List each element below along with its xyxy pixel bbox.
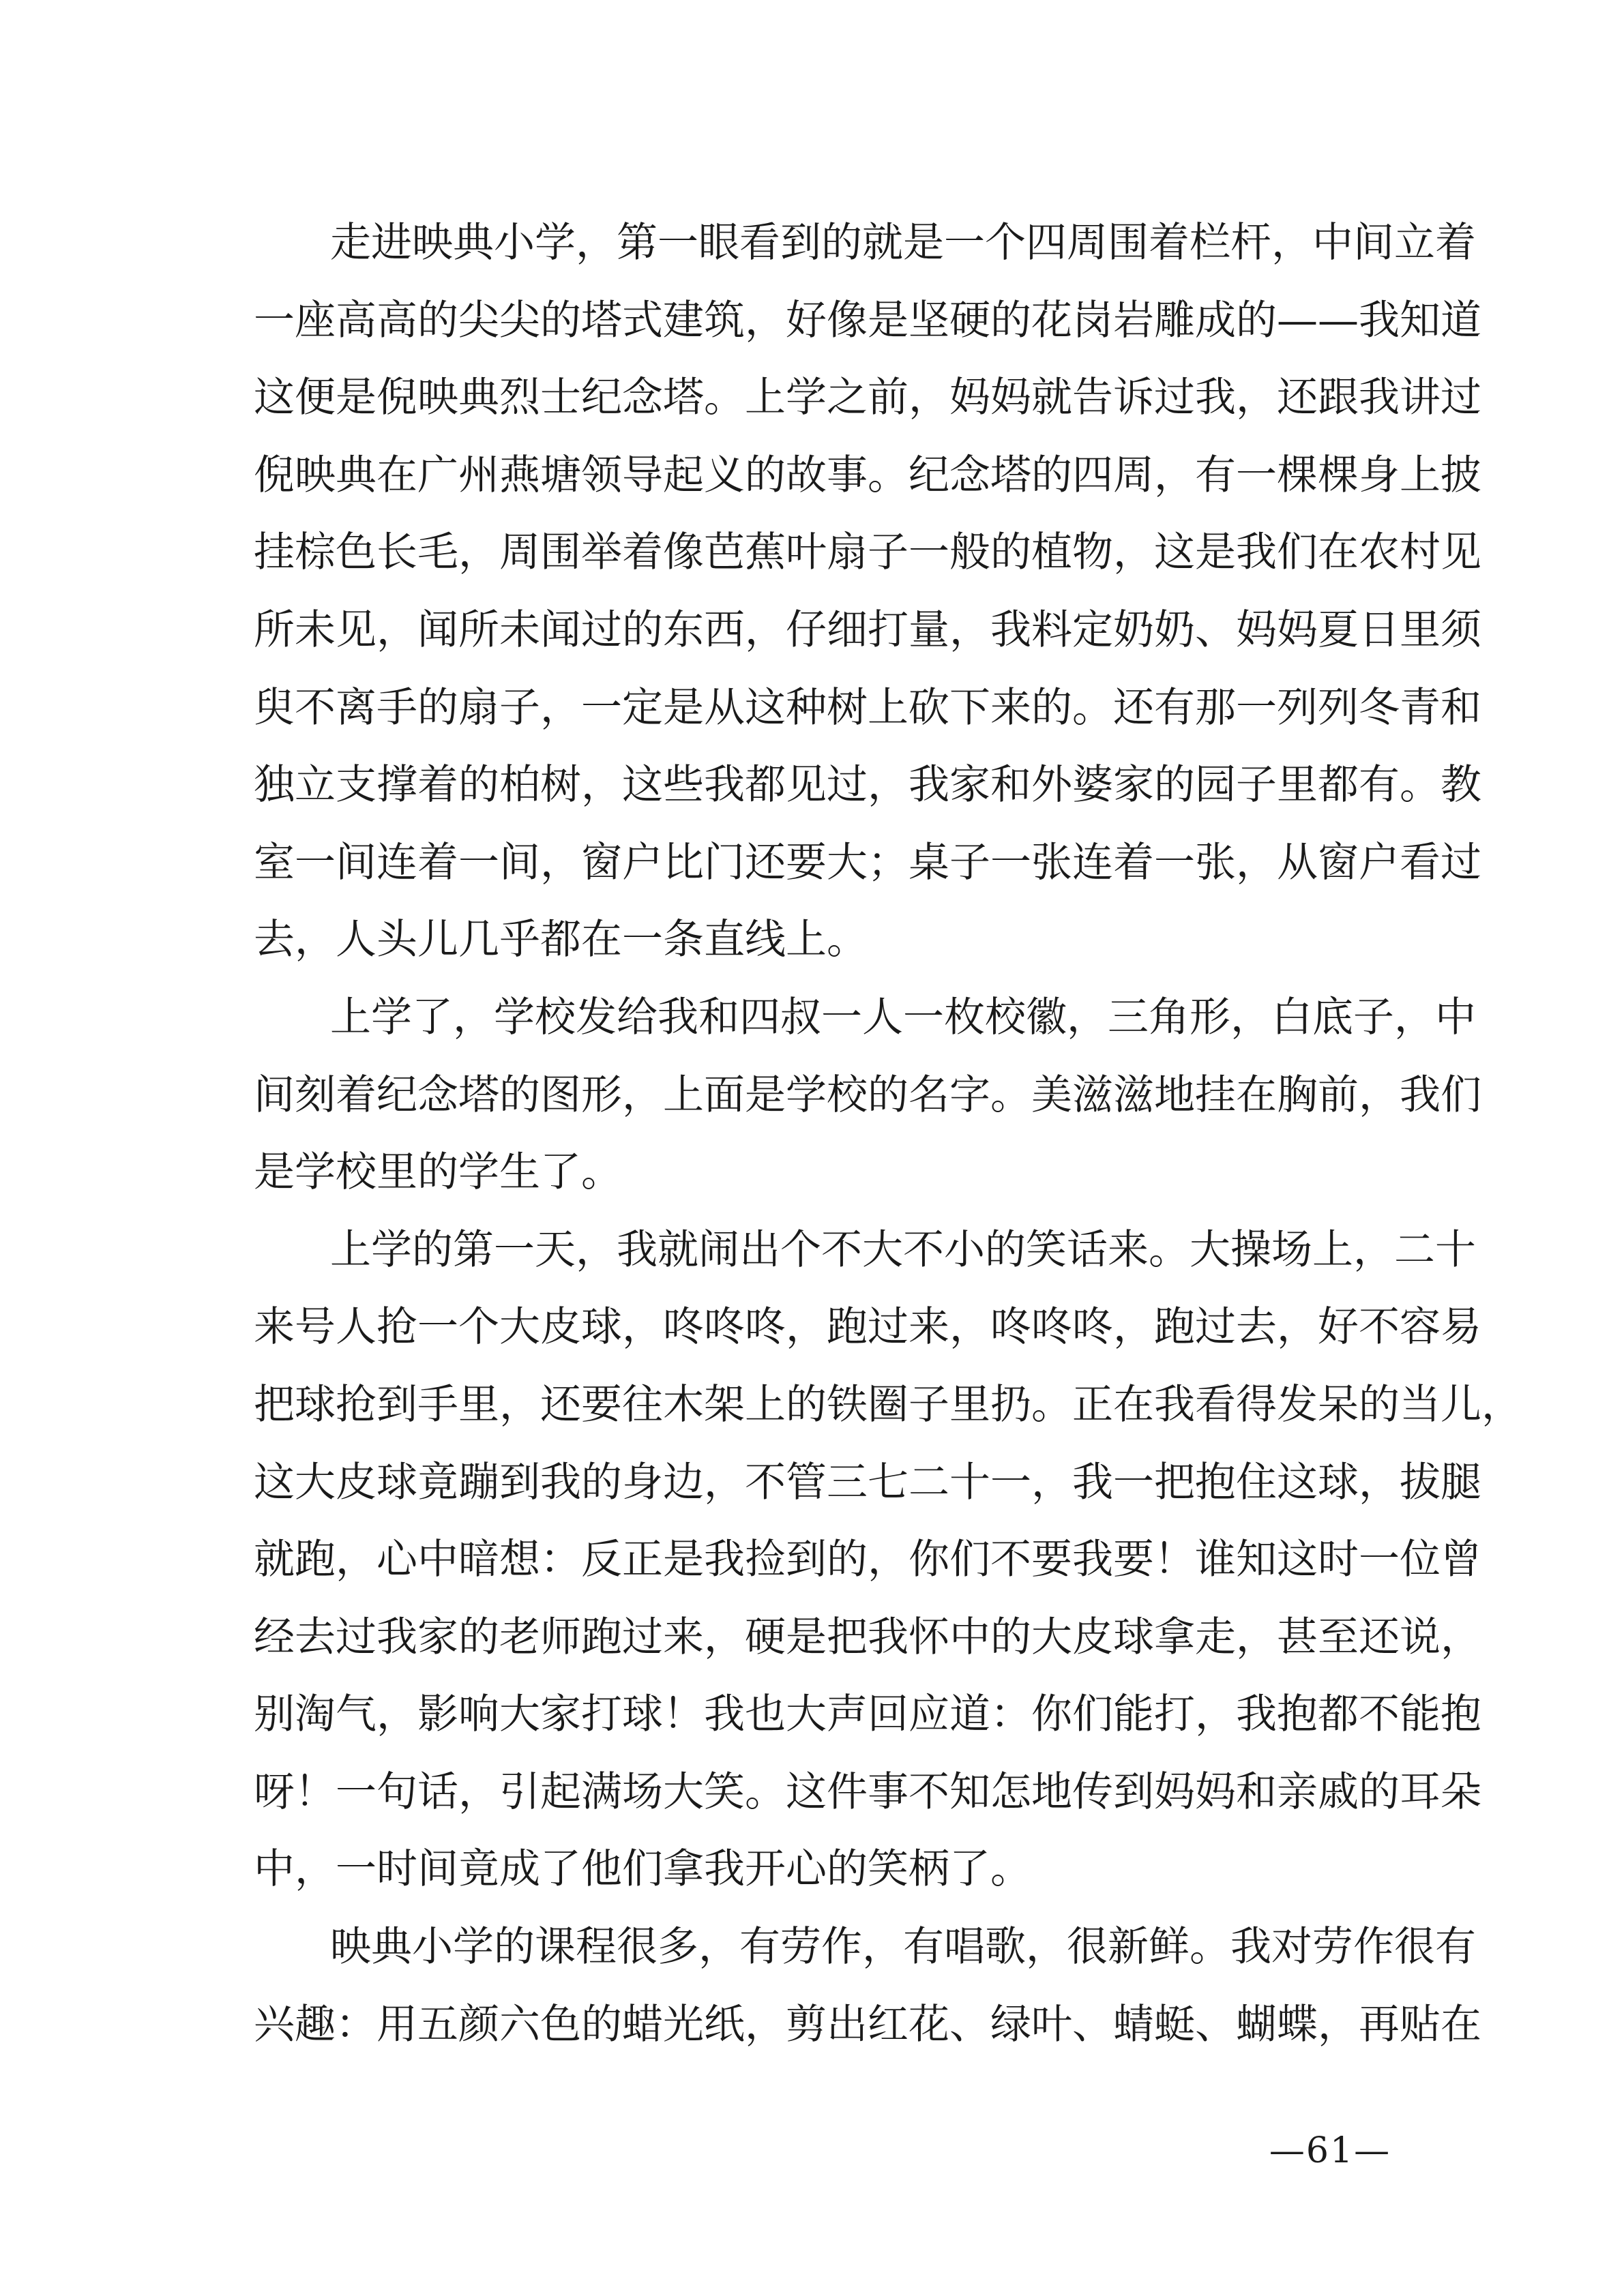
text-line: 这便是倪映典烈士纪念塔。上学之前，妈妈就告诉过我，还跟我讲过 (254, 374, 1481, 422)
text-line: 别淘气，影响大家打球！我也大声回应道：你们能打，我抱都不能抱 (254, 1690, 1481, 1739)
text-line: 倪映典在广州燕塘领导起义的故事。纪念塔的四周，有一棵棵身上披 (254, 451, 1481, 499)
text-line: 上学了，学校发给我和四叔一人一枚校徽，三角形，白底子，中 (330, 993, 1476, 1041)
text-line: 兴趣：用五颜六色的蜡光纸，剪出红花、绿叶、蜻蜓、蝴蝶，再贴在 (254, 2000, 1481, 2048)
text-line: 就跑，心中暗想：反正是我捡到的，你们不要我要！谁知这时一位曾 (254, 1536, 1481, 1584)
text-line: 把球抢到手里，还要往木架上的铁圈子里扔。正在我看得发呆的当儿， (254, 1380, 1522, 1429)
text-line: 呀！一句话，引起满场大笑。这件事不知怎地传到妈妈和亲戚的耳朵 (254, 1768, 1481, 1816)
page-number: —61— (1269, 2130, 1391, 2171)
text-line: 室一间连着一间，窗户比门还要大；桌子一张连着一张，从窗户看过 (254, 838, 1481, 886)
text-line: 间刻着纪念塔的图形，上面是学校的名字。美滋滋地挂在胸前，我们 (254, 1071, 1481, 1119)
text-line: 挂棕色长毛，周围举着像芭蕉叶扇子一般的植物，这是我们在农村见 (254, 528, 1481, 577)
text-line: 中，一时间竟成了他们拿我开心的笑柄了。 (254, 1845, 1031, 1894)
text-line: 映典小学的课程很多，有劳作，有唱歌，很新鲜。我对劳作很有 (330, 1923, 1476, 1971)
text-line: 上学的第一天，我就闹出个不大不小的笑话来。大操场上，二十 (330, 1225, 1476, 1274)
text-line: 这大皮球竟蹦到我的身边，不管三七二十一，我一把抱住这球，拔腿 (254, 1458, 1481, 1506)
text-line: 一座高高的尖尖的塔式建筑，好像是坚硬的花岗岩雕成的——我知道 (254, 296, 1481, 344)
text-line: 臾不离手的扇子，一定是从这种树上砍下来的。还有那一列列冬青和 (254, 683, 1481, 732)
page-body (254, 205, 1522, 2063)
text-line: 经去过我家的老师跑过来，硬是把我怀中的大皮球拿走，甚至还说， (254, 1613, 1481, 1661)
text-line: 所未见，闻所未闻过的东西，仔细打量，我料定奶奶、妈妈夏日里须 (254, 606, 1481, 654)
text-line: 走进映典小学，第一眼看到的就是一个四周围着栏杆，中间立着 (330, 219, 1476, 267)
text-line: 独立支撑着的柏树，这些我都见过，我家和外婆家的园子里都有。教 (254, 761, 1481, 809)
text-line: 是学校里的学生了。 (254, 1148, 622, 1197)
text-line: 来号人抢一个大皮球，咚咚咚，跑过来，咚咚咚，跑过去，好不容易 (254, 1303, 1481, 1352)
text-line: 去，人头儿几乎都在一条直线上。 (254, 916, 868, 964)
